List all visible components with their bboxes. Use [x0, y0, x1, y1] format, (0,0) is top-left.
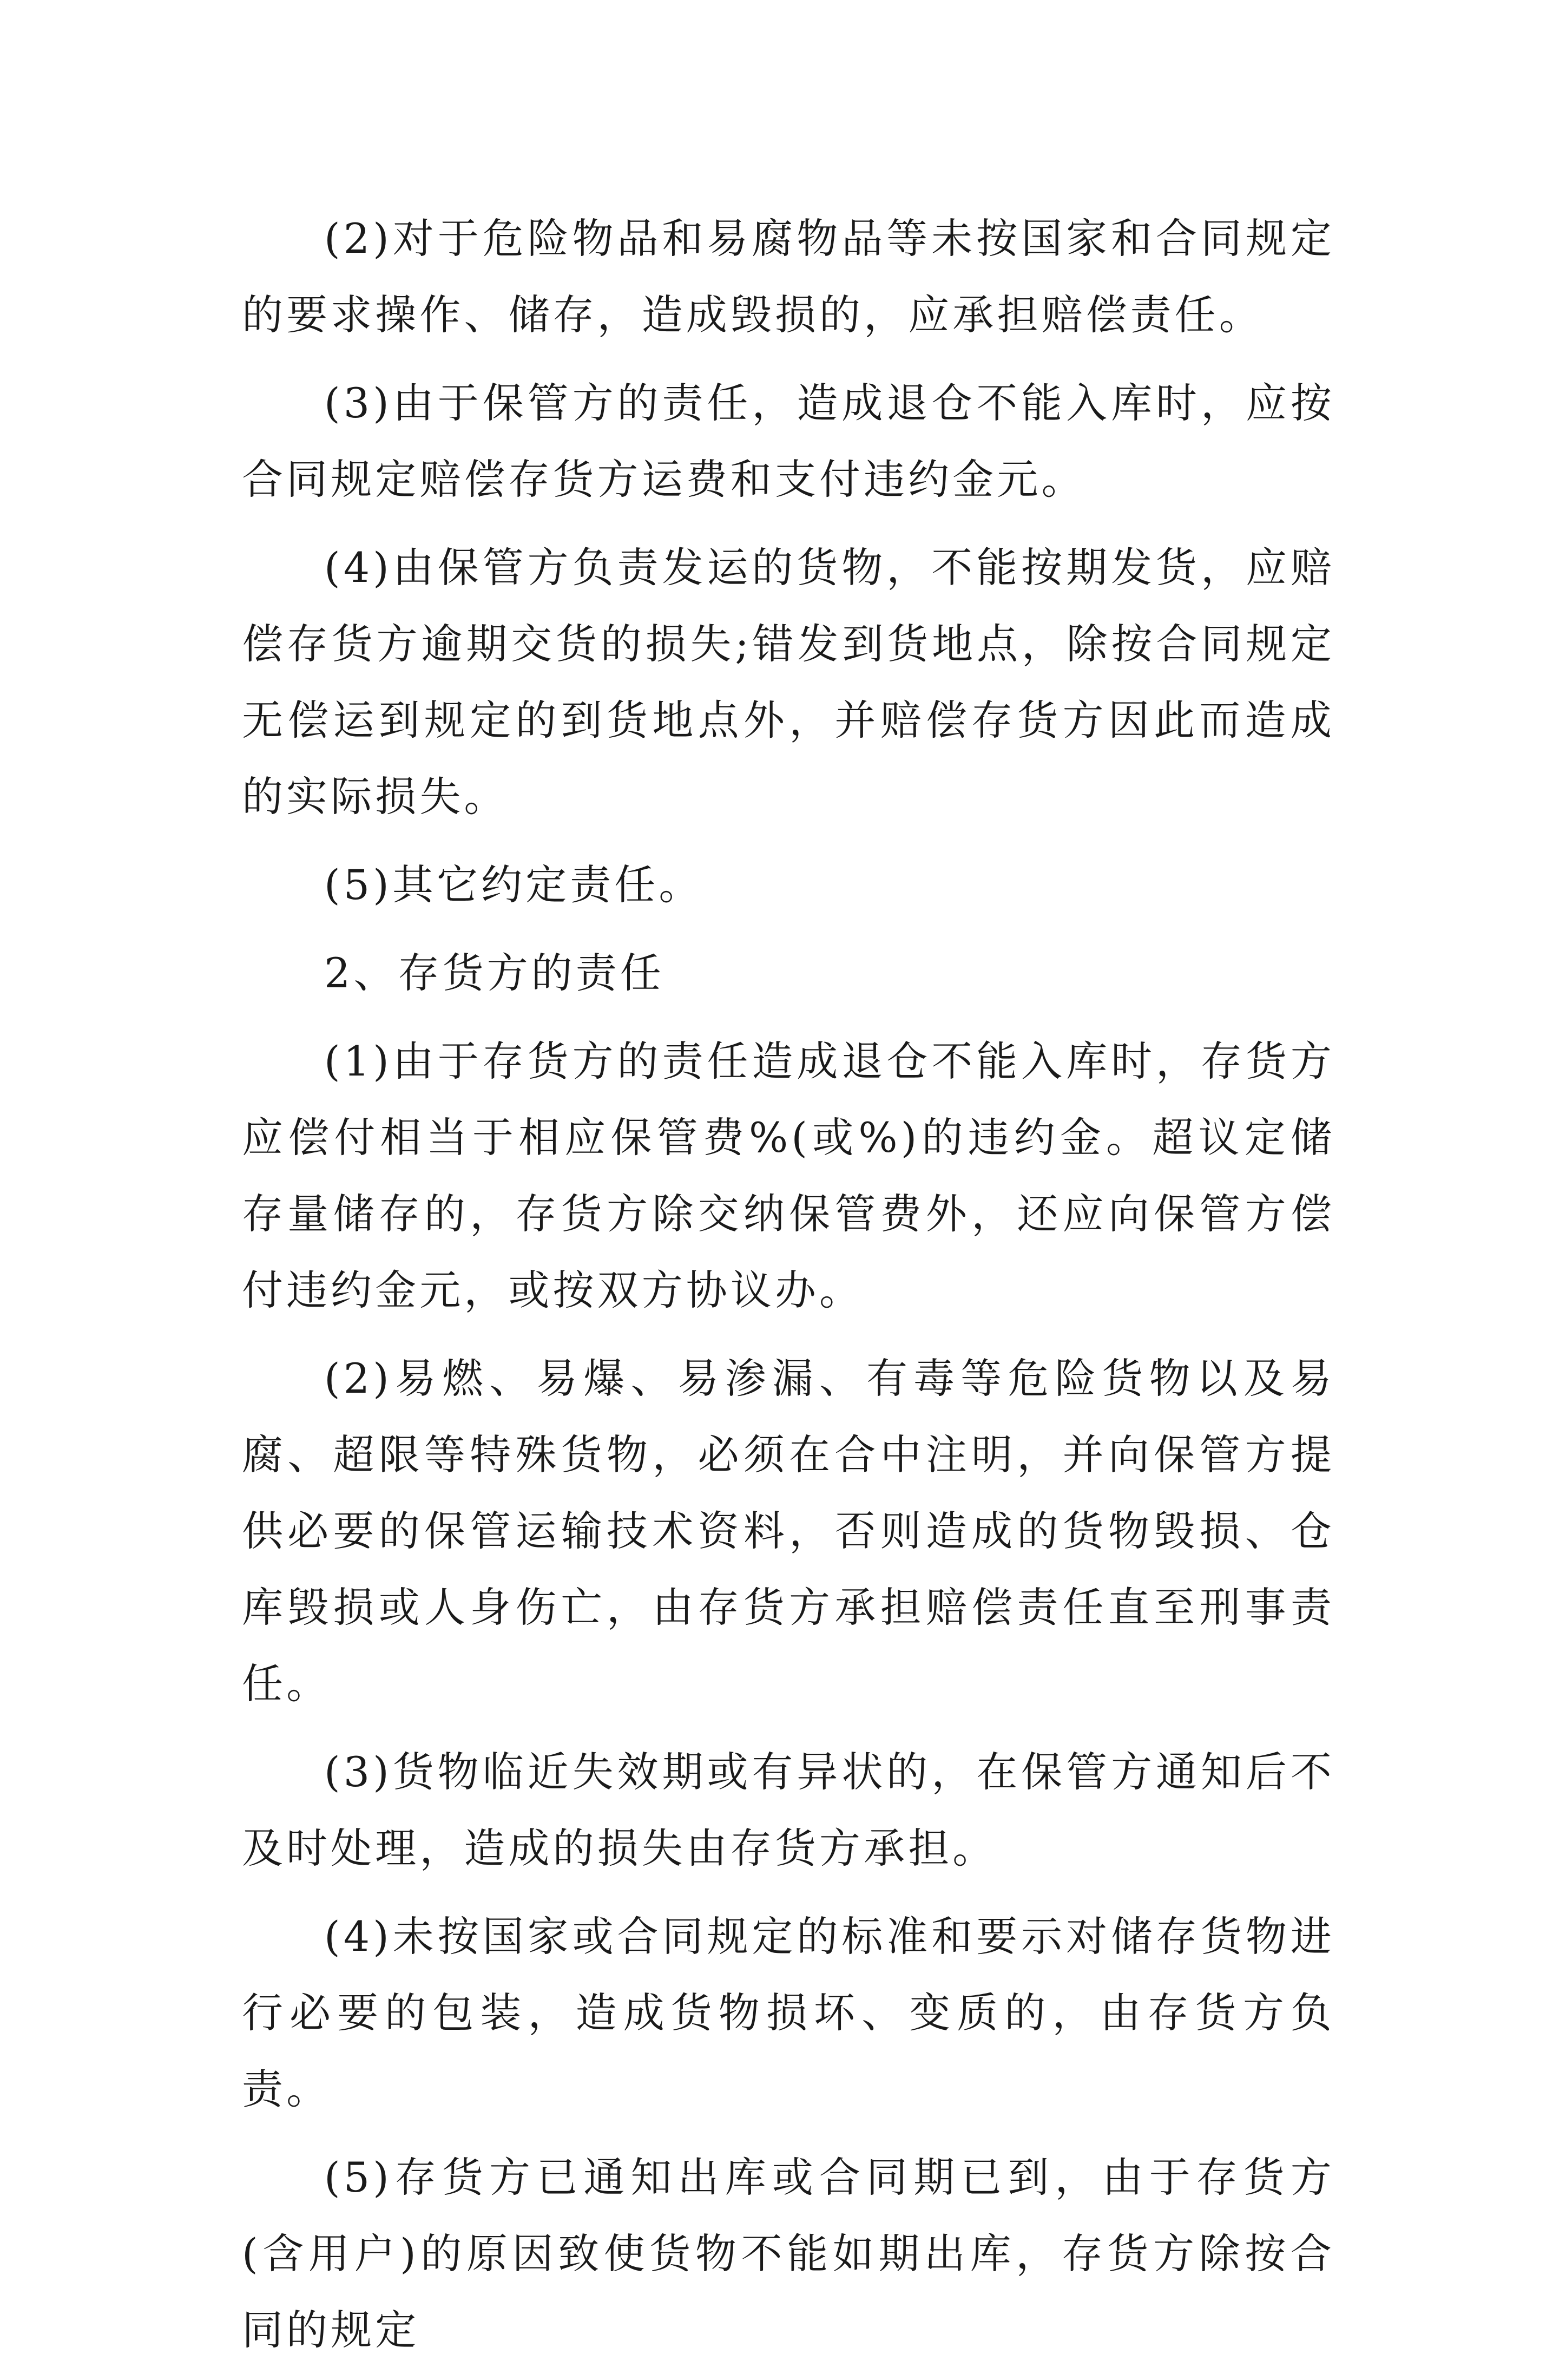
paragraph-keeper-liability-2: (2)对于危险物品和易腐物品等未按国家和合同规定的要求操作、储存，造成毁损的，应承担赔偿责任。: [242, 214, 1335, 339]
paragraph-depositor-liability-1: (1)由于存货方的责任造成退仓不能入库时，存货方应偿付相当于相应保管费%(或%)的违约金。超议定储存量储存的，存货方除交纳保管费外，还应向保管方偿付违约金元，或按双方协议办。: [242, 1037, 1335, 1314]
paragraph-depositor-liability-3: (3)货物临近失效期或有异状的，在保管方通知后不及时处理，造成的损失由存货方承担。: [242, 1748, 1335, 1872]
section-heading-depositor-liability: 2、存货方的责任: [324, 949, 664, 997]
document-body: [242, 200, 1335, 2380]
paragraph-keeper-liability-4: (4)由保管方负责发运的货物，不能按期发货，应赔偿存货方逾期交货的损失;错发到货地点，除按合同规定无偿运到规定的到货地点外，并赔偿存货方因此而造成的实际损失。: [242, 543, 1335, 821]
paragraph-depositor-liability-4: (4)未按国家或合同规定的标准和要示对储存货物进行必要的包装，造成货物损坏、变质的，由存货方负责。: [242, 1912, 1335, 2113]
paragraph-depositor-liability-2: (2)易燃、易爆、易渗漏、有毒等危险货物以及易腐、超限等特殊货物，必须在合中注明，并向保管方提供必要的保管运输技术资料，否则造成的货物毁损、仓库毁损或人身伤亡，由存货方承担赔偿责任直至刑事责任。: [242, 1354, 1335, 1708]
paragraph-depositor-liability-5: (5)存货方已通知出库或合同期已到，由于存货方(含用户)的原因致使货物不能如期出库，存货方除按合同的规定: [242, 2153, 1335, 2354]
paragraph-keeper-liability-5: (5)其它约定责任。: [324, 861, 703, 909]
paragraph-keeper-liability-3: (3)由于保管方的责任，造成退仓不能入库时，应按合同规定赔偿存货方运费和支付违约金元。: [242, 379, 1335, 503]
